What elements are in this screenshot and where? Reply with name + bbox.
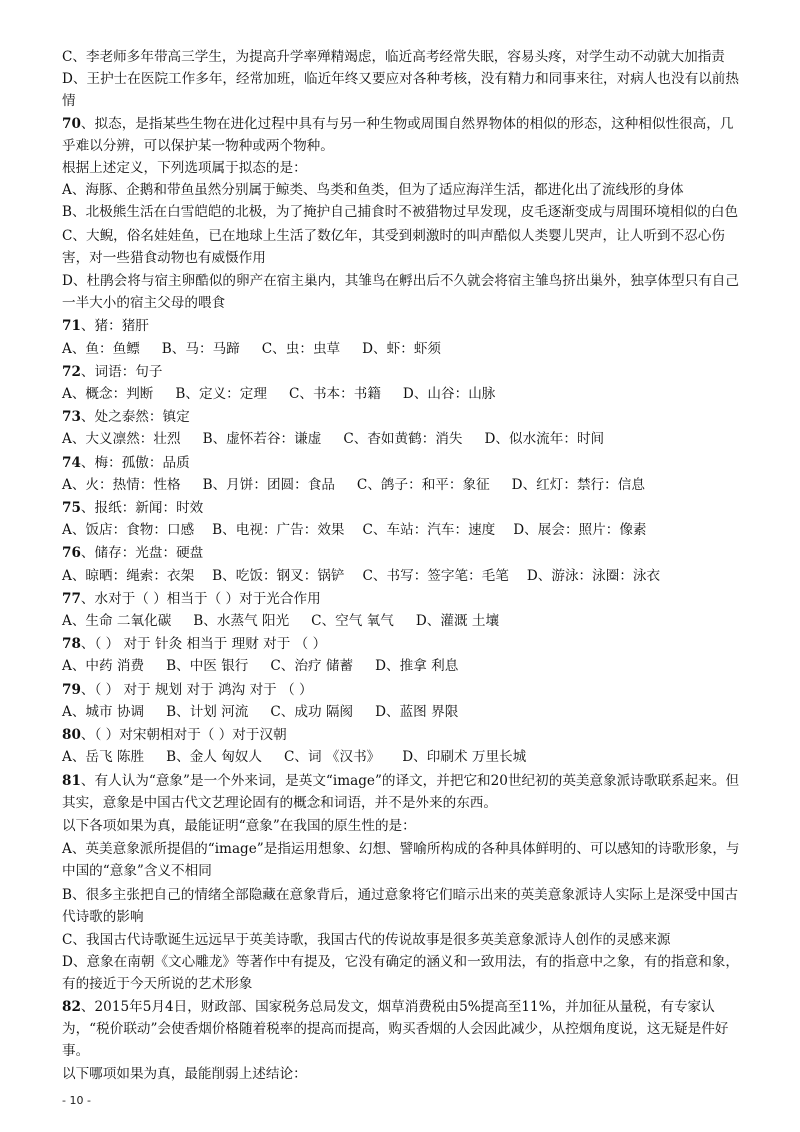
options-row: [62, 428, 742, 450]
options-row: [62, 701, 742, 723]
question-prompt: 根据上述定义，下列选项属于拟态的是：: [62, 160, 307, 177]
question-82: [62, 996, 742, 1086]
question-76: [62, 542, 742, 586]
question-number: 72: [62, 363, 81, 380]
option-a: A、概念：判断: [62, 386, 154, 403]
question-prompt: 以下哪项如果为真，最能削弱上述结论：: [62, 1066, 307, 1083]
option-a: A、饭店：食物：口感: [62, 522, 195, 539]
options-row: [62, 474, 742, 496]
option-d: D、灌溉 土壤: [415, 613, 500, 630]
question-stem: 、梅：孤傲：品质: [80, 454, 190, 471]
option-c: C、治疗 储蓄: [270, 658, 354, 675]
option-b: B、吃饭：钢叉：锅铲: [212, 567, 345, 584]
option-d: D、游泳：泳圈：泳衣: [526, 567, 661, 584]
question-stem: 、储存：光盘：硬盘: [80, 545, 204, 562]
question-number: 75: [62, 500, 81, 517]
options-row: [62, 610, 742, 632]
question-80: [62, 724, 742, 768]
question-79: [62, 679, 742, 723]
option-c: C、车站：汽车：速度: [362, 522, 496, 539]
option-c: C、词 《汉书》: [283, 749, 381, 766]
option-b: B、马：马蹄: [161, 340, 240, 357]
option-d: D、山谷：山脉: [402, 386, 496, 403]
question-71: [62, 315, 742, 359]
question-number: 73: [62, 409, 81, 426]
question-stem: 、水对于（ ）相当于（ ）对于光合作用: [80, 590, 321, 607]
question-number: 76: [62, 545, 81, 562]
question-stem: 、处之泰然：镇定: [80, 409, 190, 426]
question-number: 79: [62, 681, 81, 698]
question-74: [62, 452, 742, 496]
option-c: C、虫：虫草: [261, 340, 341, 357]
option-b: B、北极熊生活在白雪皑皑的北极，为了掩护自己捕食时不被猎物过早发现，皮毛逐渐变成与周围环境相似的白色: [62, 204, 739, 221]
options-row: [62, 655, 742, 677]
question-stem: 、拟态，是指某些生物在进化过程中具有与另一种生物或周围自然界物体的相似的形态，这种相似性很高，几乎难以分辨，可以保护某一物种或两个物种。: [62, 115, 734, 154]
question-stem: 、2015年5月4日，财政部、国家税务总局发文，烟草消费税由5%提高至11%，并加征从量税，有专家认为，“税价联动”会使香烟价格随着税率的提高而提高，购买香烟的人会因此减少，从控烟角度说，这无疑是件好事。: [62, 998, 729, 1059]
question-number: 80: [62, 727, 81, 744]
option-b: B、月饼：团圆：食品: [202, 476, 335, 493]
q69-option-d: D、王护士在医院工作多年，经常加班，临近年终又要应对各种考核，没有精力和同事来往，对病人也没有以前热情: [62, 71, 739, 110]
question-number: 70: [62, 115, 81, 132]
question-stem: 、词语：句子: [80, 363, 163, 380]
question-73: [62, 406, 742, 450]
option-a: A、火：热情：性格: [62, 476, 181, 493]
question-stem: 、有人认为“意象”是一个外来词，是英文“image”的译文，并把它和20世纪初的英美意象派诗歌联系起来。但其实，意象是中国古代文艺理论固有的概念和词语，并不是外来的东西。: [62, 772, 740, 811]
option-a: A、中药 消费: [62, 658, 145, 675]
document-page: [62, 46, 742, 1085]
options-row: [62, 383, 742, 405]
question-stem: 、（ ） 对于 规划 对于 鸿沟 对于 （ ）: [80, 681, 313, 698]
question-72: [62, 361, 742, 405]
option-d: D、杜鹃会将与宿主卵酷似的卵产在宿主巢内，其雏鸟在孵出后不久就会将宿主雏鸟挤出巢外，独享体型只有自己一半大小的宿主父母的喂食: [62, 273, 739, 312]
options-row: [62, 338, 742, 360]
option-c: C、鸽子：和平：象征: [356, 476, 490, 493]
question-stem: 、猪：猪肝: [80, 318, 149, 335]
option-d: D、似水流年：时间: [484, 431, 605, 448]
question-number: 74: [62, 454, 81, 471]
option-b: B、计划 河流: [166, 703, 249, 720]
question-stem: 、报纸：新闻：时效: [80, 500, 204, 517]
option-a: A、英美意象派所提倡的“image”是指运用想象、幻想、譬喻所构成的各种具体鲜明的、可以感知的诗歌形象，与中国的“意象”含义不相同: [62, 841, 740, 880]
question-70: [62, 113, 742, 315]
option-c: C、杳如黄鹤：消失: [343, 431, 463, 448]
option-c: C、成功 隔阂: [270, 703, 354, 720]
option-b: B、电视：广告：效果: [212, 522, 345, 539]
option-c: C、大鲵，俗名娃娃鱼，已在地球上生活了数亿年，其受到刺激时的叫声酷似人类婴儿哭声，让人听到不忍心伤害，对一些猎食动物也有威慑作用: [62, 227, 725, 266]
question-78: [62, 633, 742, 677]
option-b: B、虚怀若谷：谦虚: [202, 431, 322, 448]
option-a: A、生命 二氧化碳: [62, 613, 172, 630]
option-c: C、空气 氧气: [311, 613, 394, 630]
question-number: 82: [62, 998, 81, 1015]
q69-option-c: C、李老师多年带高三学生，为提高升学率殚精竭虑，临近高考经常失眠，容易头疼，对学生动不动就大加指责: [62, 49, 725, 65]
option-b: B、定义：定理: [175, 386, 267, 403]
question-number: 78: [62, 636, 81, 653]
option-d: D、虾：虾须: [362, 340, 442, 357]
question-stem: 、（ ） 对于 针灸 相当于 理财 对于 （ ）: [80, 636, 327, 653]
options-row: [62, 565, 742, 587]
question-75: [62, 497, 742, 541]
option-a: A、大义凛然：壮烈: [62, 431, 181, 448]
options-row: [62, 519, 742, 541]
option-d: D、推拿 利息: [375, 658, 459, 675]
option-d: D、意象在南朝《文心雕龙》等著作中有提及，它没有确定的涵义和一致用法，有的指意中之象，有的指意和象，有的接近于今天所说的艺术形象: [62, 954, 739, 993]
page-number: - 10 -: [62, 1094, 91, 1107]
option-c: C、我国古代诗歌诞生远远早于英美诗歌，我国古代的传说故事是很多英美意象派诗人创作的灵感来源: [62, 931, 671, 948]
question-number: 77: [62, 590, 81, 607]
option-d: D、红灯：禁行：信息: [511, 476, 645, 493]
option-c: C、书写：签字笔：毛笔: [362, 567, 509, 584]
option-a: A、海豚、企鹅和带鱼虽然分别属于鲸类、鸟类和鱼类，但为了适应海洋生活，都进化出了流线形的身体: [62, 182, 684, 199]
question-77: [62, 588, 742, 632]
option-b: B、金人 匈奴人: [166, 749, 262, 766]
option-b: B、水蒸气 阳光: [193, 613, 290, 630]
option-a: A、晾晒：绳索：衣架: [62, 567, 195, 584]
option-a: A、岳飞 陈胜: [62, 749, 145, 766]
option-b: B、中医 银行: [166, 658, 249, 675]
option-d: D、印刷术 万里长城: [402, 749, 527, 766]
question-81: [62, 770, 742, 996]
option-d: D、展会：照片：像素: [513, 522, 647, 539]
question-stem: 、（ ）对宋朝相对于（ ）对于汉朝: [80, 727, 287, 744]
option-b: B、很多主张把自己的情绪全部隐藏在意象背后，通过意象将它们暗示出来的英美意象派诗人实际上是深受中国古代诗歌的影响: [62, 886, 739, 925]
option-a: A、城市 协调: [62, 703, 145, 720]
option-c: C、书本：书籍: [288, 386, 381, 403]
options-row: [62, 746, 742, 768]
question-prompt: 以下各项如果为真，最能证明“意象”在我国的原生性的是：: [62, 817, 416, 834]
option-d: D、蓝图 界限: [375, 703, 459, 720]
option-a: A、鱼：鱼鳔: [62, 340, 140, 357]
question-number: 81: [62, 772, 81, 789]
question-number: 71: [62, 318, 81, 335]
